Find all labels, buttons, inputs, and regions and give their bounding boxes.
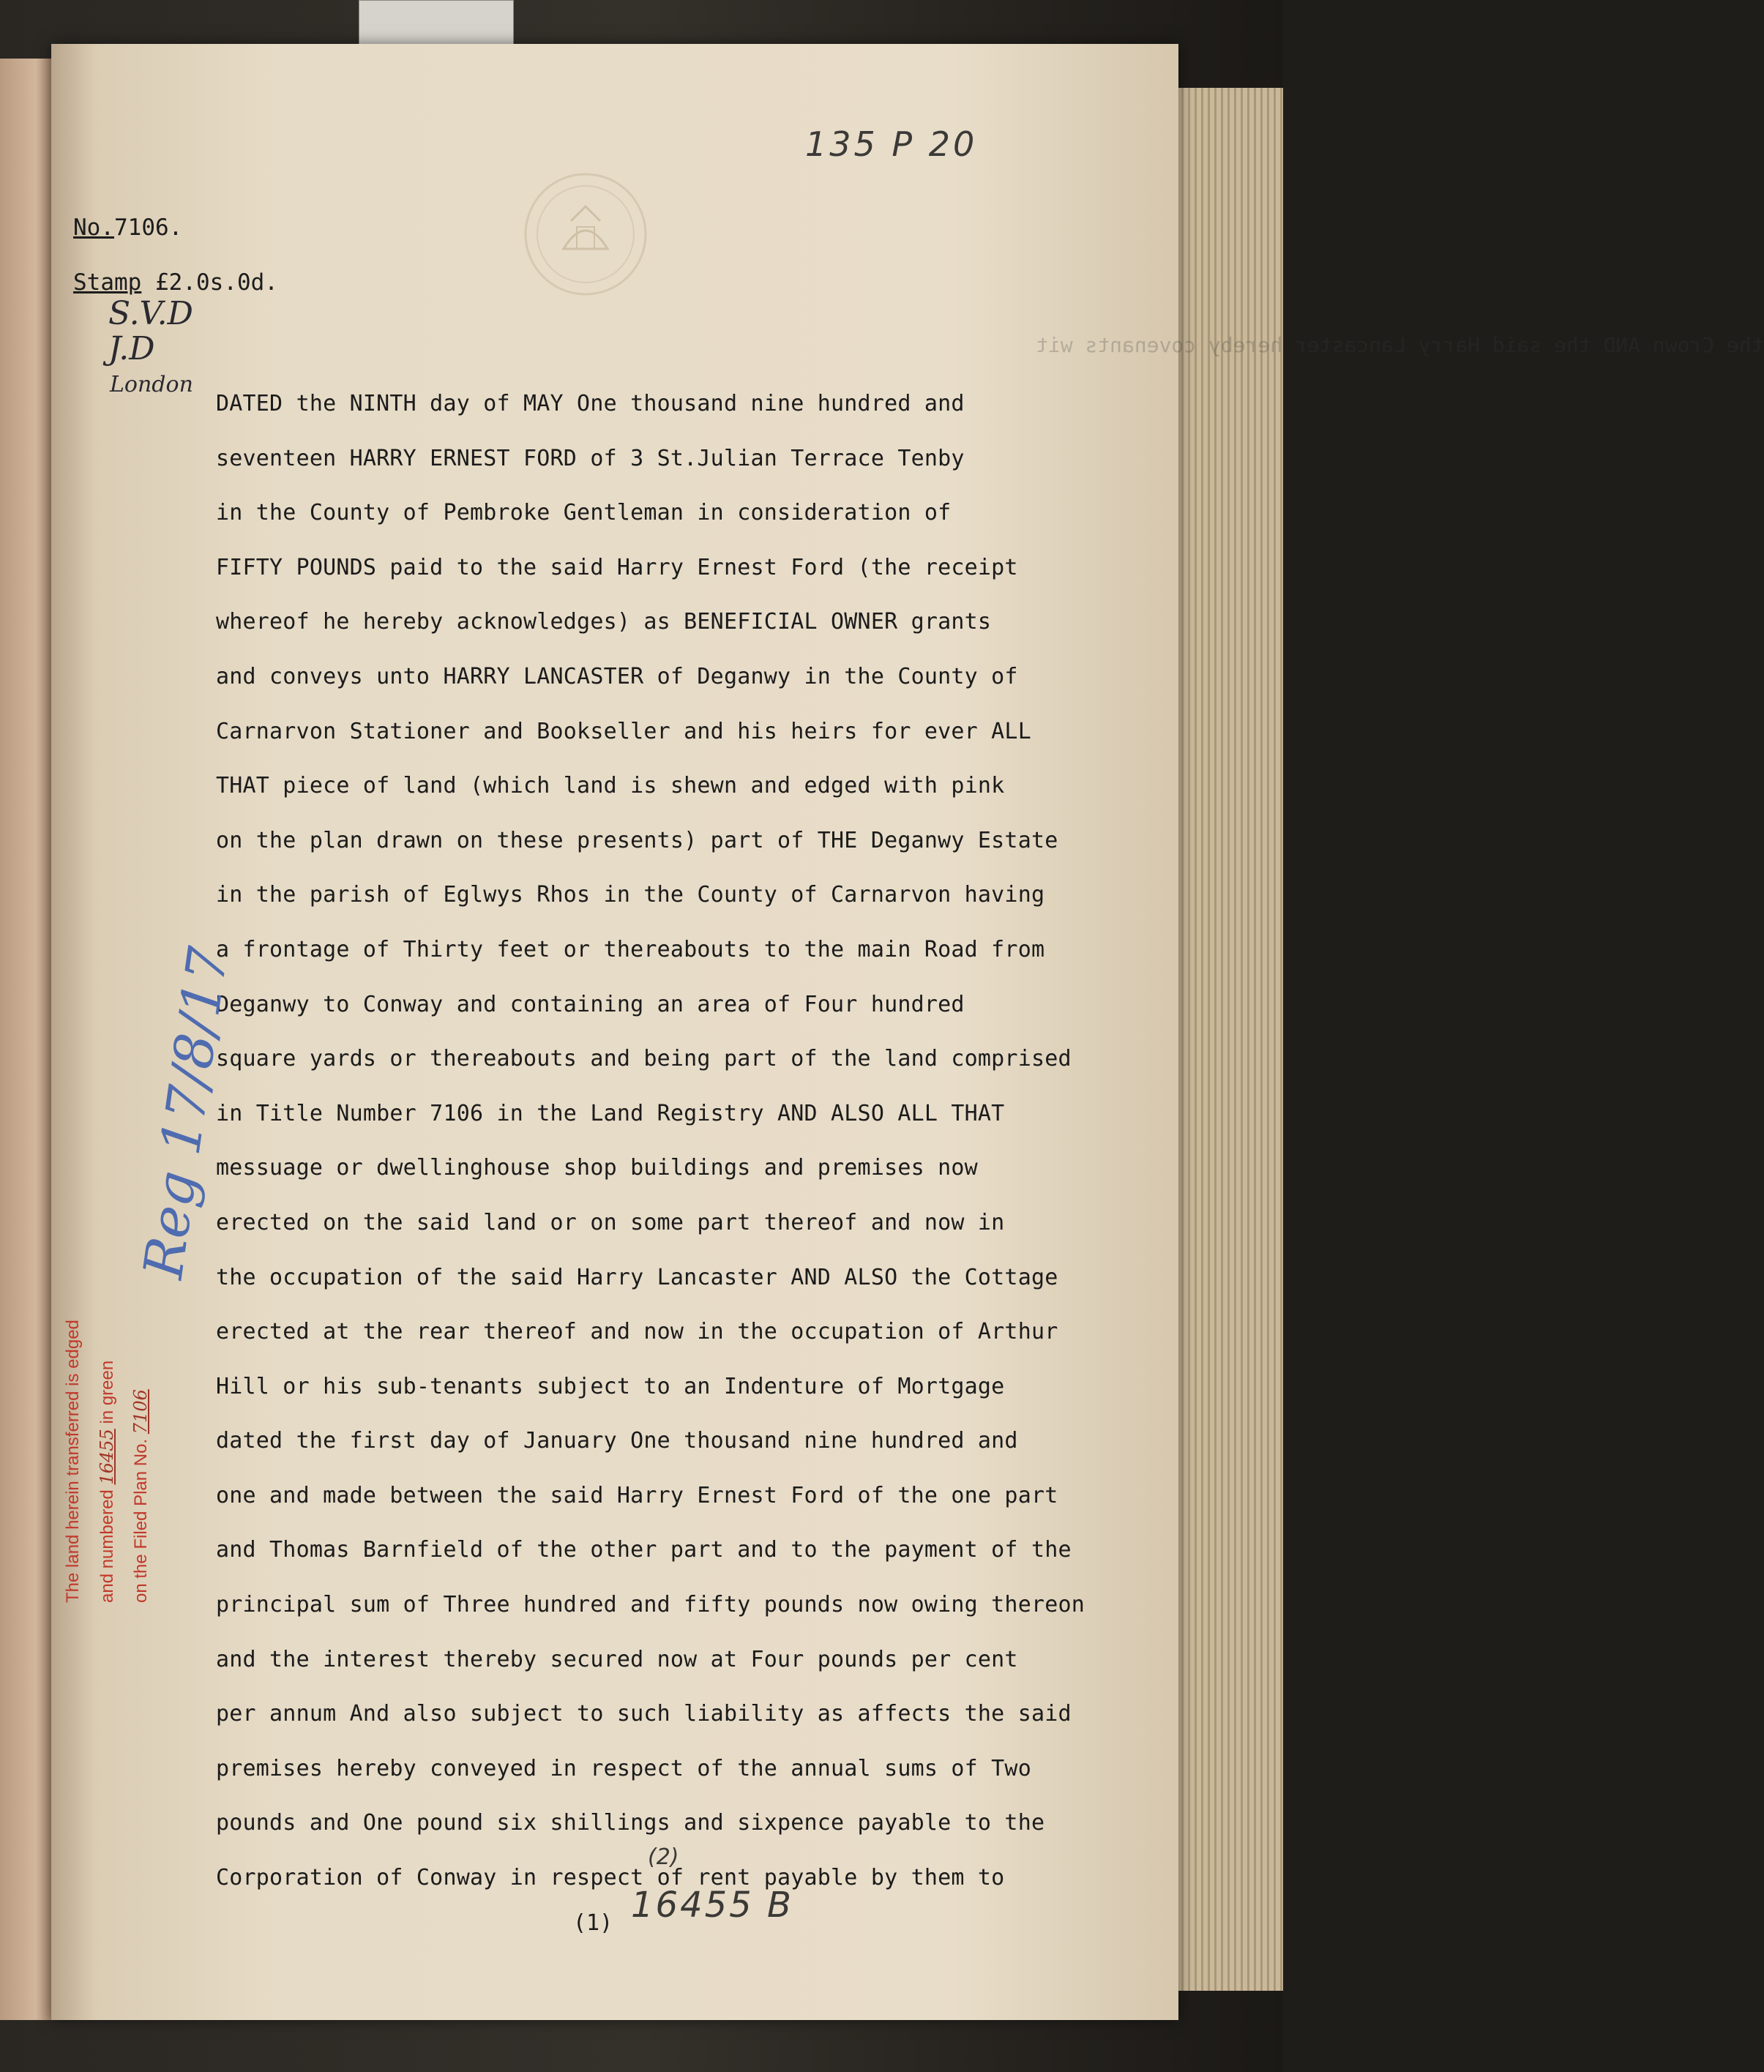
- facing-page-edge: [0, 59, 53, 2020]
- body-line: and conveys unto HARRY LANCASTER of Deganwy in the County of: [216, 663, 1018, 689]
- blue-date-text: Reg 17/8/17: [132, 943, 241, 1282]
- conveyance-body: [216, 377, 1167, 1906]
- filed-plan-margin-stamp: [51, 1244, 190, 1654]
- margin-stamp-line-2-suffix: in green: [97, 1360, 117, 1424]
- body-line: in the County of Pembroke Gentleman in consideration of: [216, 500, 952, 526]
- margin-stamp-number: 16455: [97, 1429, 117, 1485]
- pencil-reference: 135 P 20: [805, 124, 978, 164]
- margin-stamp-line-2: [97, 1361, 118, 1603]
- handwritten-place: London: [110, 372, 193, 397]
- body-line: Corporation of Conway in respect of rent payable by them to: [216, 1865, 1005, 1891]
- body-line: a frontage of Thirty feet or thereabouts to the main Road from: [216, 936, 1045, 962]
- body-line: pounds and One pound six shillings and sixpence payable to the: [216, 1810, 1045, 1836]
- document-number-value: 7106.: [114, 214, 183, 241]
- pencil-footer-sub: (2): [648, 1844, 679, 1870]
- body-line: and Thomas Barnfield of the other part and to the payment of the: [216, 1537, 1072, 1563]
- stamp-duty: [73, 269, 278, 296]
- body-line: dated the first day of January One thousand nine hundred and: [216, 1428, 1018, 1454]
- body-line: in the parish of Eglwys Rhos in the County of Carnarvon having: [216, 882, 1045, 908]
- body-line: per annum And also subject to such liability as affects the said: [216, 1701, 1072, 1727]
- body-line: Deganwy to Conway and containing an area of Four hundred: [216, 991, 965, 1017]
- pencil-footer-reference: 16455 B: [631, 1885, 793, 1926]
- margin-stamp-line-2-prefix: and numbered: [97, 1489, 117, 1603]
- body-line: messuage or dwellinghouse shop buildings and premises now: [216, 1155, 978, 1181]
- body-line: Hill or his sub-tenants subject to an Indenture of Mortgage: [216, 1373, 1005, 1399]
- margin-stamp-plan-number: 7106: [130, 1389, 151, 1435]
- stamp-duty-label: Stamp: [73, 269, 142, 296]
- body-line: THAT piece of land (which land is shewn and edged with pink: [216, 773, 1005, 799]
- body-line: in Title Number 7106 in the Land Registry AND ALSO ALL THAT: [216, 1100, 1005, 1126]
- body-line: premises hereby conveyed in respect of the annual sums of Two: [216, 1755, 1031, 1781]
- body-line: DATED the NINTH day of MAY One thousand nine hundred and: [216, 391, 965, 416]
- blue-crayon-date: [117, 943, 241, 1282]
- body-line: FIFTY POUNDS paid to the said Harry Ernest Ford (the receipt: [216, 554, 1018, 580]
- page-number: (1): [573, 1910, 613, 1936]
- stamp-duty-value: £2.0s.0d.: [155, 269, 278, 296]
- document-number-label: No.: [73, 214, 114, 241]
- handwritten-initials: [108, 296, 193, 367]
- margin-stamp-line-3: [130, 1389, 152, 1603]
- margin-stamp-line-1: The land herein transferred is edged: [63, 1320, 83, 1603]
- body-line: erected on the said land or on some part thereof and now in: [216, 1209, 1005, 1235]
- body-line: seventeen HARRY ERNEST FORD of 3 St.Julian Terrace Tenby: [216, 445, 965, 471]
- body-line: square yards or thereabouts and being part of the land comprised: [216, 1046, 1072, 1072]
- body-line: and the interest thereby secured now at Four pounds per cent: [216, 1646, 1018, 1672]
- initials-line-1: S.V.D: [108, 295, 193, 332]
- page-stack-edge: [1164, 88, 1283, 1991]
- reverse-side-show-through: the Crown AND the said Harry Lancaster hereby covenants wit: [1036, 333, 1764, 357]
- embossed-seal-icon: [520, 168, 651, 300]
- body-line: on the plan drawn on these presents) part of THE Deganwy Estate: [216, 827, 1058, 853]
- margin-stamp-line-3-prefix: on the Filed Plan No.: [131, 1438, 151, 1603]
- body-line: Carnarvon Stationer and Bookseller and his heirs for ever ALL: [216, 718, 1031, 744]
- body-line: one and made between the said Harry Ernest Ford of the one part: [216, 1482, 1058, 1508]
- body-line: principal sum of Three hundred and fifty pounds now owing thereon: [216, 1592, 1085, 1618]
- initials-line-2: J.D: [108, 330, 155, 367]
- body-line: the occupation of the said Harry Lancaster AND ALSO the Cottage: [216, 1264, 1058, 1290]
- document-number: [73, 214, 182, 241]
- body-line: erected at the rear thereof and now in the occupation of Arthur: [216, 1319, 1058, 1345]
- body-line: whereof he hereby acknowledges) as BENEFICIAL OWNER grants: [216, 609, 992, 635]
